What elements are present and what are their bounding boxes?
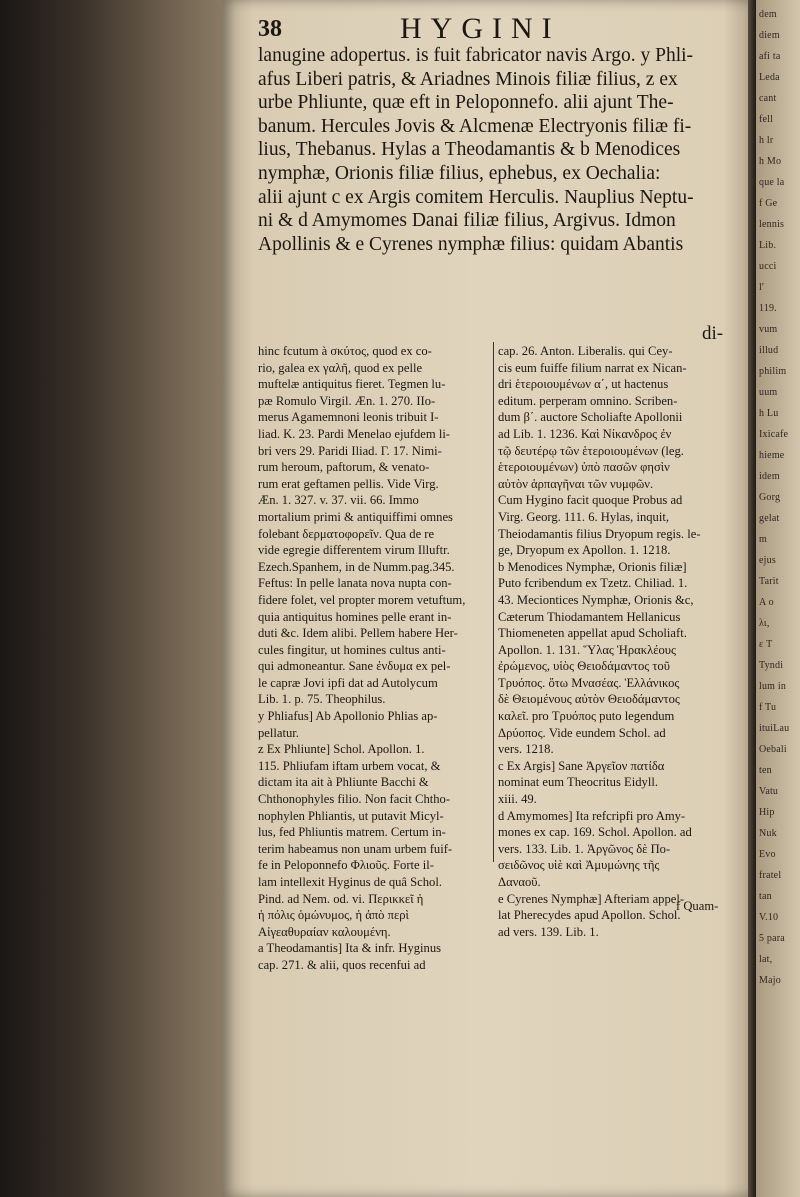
facing-page-fragment: 119. [759,303,777,314]
right-column-line: dri ἑτεροιουμένων α΄, ut hactenus [498,377,669,392]
left-column-line: qui admoneantur. Sane ἐνδυμα ex pel- [258,659,451,674]
facing-page-fragment: illud [759,345,779,356]
right-column-line: Τρυόπος. ὅτω Μνασέας. Ἑλλάνικος [498,675,680,690]
left-book-gutter [0,0,232,1197]
facing-page-fragment: V.10 [759,912,779,923]
left-column-line: cules fingitur, ut homines cultus anti- [258,642,446,657]
facing-page-fragment: ten [759,765,772,776]
right-catchword: f Quam- [676,899,719,913]
left-column-line: ἡ πόλις ὁμώνυμος, ἡ ἀπὸ περὶ [258,908,409,923]
facing-page-fragment: Hip [759,807,775,818]
facing-page-fragment: f Tu [759,702,777,713]
facing-page-fragment: Nuk [759,828,777,839]
facing-page-fragment: philim [759,366,787,377]
left-column-line: mortalium primi & antiquiffimi omnes [258,509,453,524]
left-column-line: rum heroum, paftorum, & venato- [258,460,430,475]
right-column-line: δὲ Θειομένους αὐτὸν Θειοδάμαντος [498,692,680,707]
right-column-line: e Cyrenes Nymphæ] Afteriam appel- [498,891,685,906]
right-column-line: editum. perperam omnino. Scriben- [498,393,678,408]
facing-page-fragment: gelat [759,513,780,524]
right-column-line: Theiodamantis filius Dryopum regis. le- [498,526,701,541]
left-column-line: y Phliafus] Ab Apollonio Phlias ap- [258,709,438,724]
main-text-line: nymphæ, Orionis filiæ filius, ephebus, ex Oechalia: [258,162,661,184]
left-column-line: Lib. 1. p. 75. Theophilus. [258,692,386,707]
right-column-line: Virg. Georg. 111. 6. Hylas, inquit, [498,509,669,524]
left-column-line: Αἰγεαθυραίαν καλουμένη. [258,924,391,939]
left-column-line: Æn. 1. 327. v. 37. vii. 66. Immo [258,493,419,508]
left-column-line: liad. K. 23. Pardi Menelao ejufdem li- [258,426,451,441]
facing-page-fragment: h lr [759,135,774,146]
main-text-block [258,44,750,256]
main-text-line: banum. Hercules Jovis & Alcmenæ Electryonis filiæ fi- [258,115,692,137]
left-column-line: cap. 271. & alii, quos recenfui ad [258,957,426,972]
right-column-line: ad vers. 139. Lib. 1. [498,924,599,939]
facing-page-fragment: ituiLau [759,723,790,734]
left-column-line: lus, fed Phliuntis matrem. Certum in- [258,825,446,840]
facing-page-fragment: h Lu [759,408,779,419]
right-column-line: Apollon. 1. 131. Ὕλας Ἡρακλέους [498,642,677,657]
page-number: 38 [258,16,282,42]
main-text-line: ni & d Amymomes Danai filiæ filius, Argivus. Idmon [258,210,676,232]
facing-page-fragment: fell [759,114,774,125]
left-column-line: fidere folet, vel propter morem vetuftum, [258,592,466,607]
right-column-line: τῷ δευτέρῳ τῶν ἑτεροιουμένων (leg. [498,443,684,458]
facing-page-fragment: l' [759,282,764,293]
facing-page-fragment: 5 para [759,933,785,944]
facing-page-fragment: fratel [759,870,782,881]
facing-page-fragment: uum [759,387,778,398]
left-commentary-column [258,343,490,974]
left-column-line: pæ Romulo Virgil. Æn. 1. 270. IIo- [258,393,436,408]
facing-page-fragment: diem [759,30,780,41]
left-column-line: hinc fcutum à σκύτος, quod ex co- [258,344,432,358]
facing-page-fragment: ejus [759,555,776,566]
left-column-line: 115. Phliufam iftam urbem vocat, & [258,758,441,773]
facing-page-fragments [756,4,789,991]
facing-page-fragment: lennis [759,219,785,230]
right-column-line: ad Lib. 1. 1236. Καὶ Νίκανδρος ἐν [498,426,672,441]
left-column-line: vide egregie differentem virum Illuftr. [258,543,450,558]
facing-page-fragment: lat, [759,954,773,965]
right-column-line: d Amymomes] Ita refcripfi pro Amy- [498,808,686,823]
left-column-line: bri vers 29. Paridi Iliad. Γ. 17. Nimi- [258,443,442,458]
page-header [258,12,728,48]
facing-page-fragment: Evo [759,849,776,860]
facing-page-fragment: tan [759,891,772,902]
left-column-line: a Theodamantis] Ita & infr. Hyginus [258,941,442,956]
right-column-line: cap. 26. Anton. Liberalis. qui Cey- [498,344,673,358]
facing-page-fragment: Majo [759,975,781,986]
right-column-line: vers. 1218. [498,742,554,757]
right-column-line: Cæterum Thiodamantem Hellanicus [498,609,681,624]
facing-page-fragment: hieme [759,450,785,461]
left-column-line: rum erat geftamen pellis. Vide Virg. [258,476,439,491]
facing-page-fragment: Lib. [759,240,777,251]
facing-page-fragment: ε T [759,639,773,650]
right-column-line: lat Pherecydes apud Apollon. Schol. [498,908,681,923]
left-column-line: rio, galea ex γαλῆ, quod ex pelle [258,360,423,375]
right-column-line: σειδῶνος υἱὲ καὶ Ἀμυμώνης τῆς [498,858,660,873]
left-column-line: Chthonophyles filio. Non facit Chtho- [258,792,451,807]
facing-page-fragment: ucci [759,261,777,272]
left-column-line: folebant δερματοφορεῖν. Qua de re [258,526,435,541]
right-column-line: nominat eum Theocritus Eidyll. [498,775,658,790]
left-column-line: le capræ Jovi ipfi dat ad Autolycum [258,675,438,690]
left-column-line: muftelæ antiquitus fieret. Tegmen lu- [258,377,446,392]
right-column-line: dum β΄. auctore Scholiafte Apollonii [498,410,683,425]
facing-page-fragment: Tarit [759,576,779,587]
right-column-line: Thiomeneten appellat apud Scholiaft. [498,626,687,641]
facing-page-fragment: A o [759,597,774,608]
right-column-line: αὐτὸν ἁρπαγῆναι τῶν νυμφῶν. [498,476,654,491]
right-column-line: xiii. 49. [498,792,537,807]
facing-page-fragment: h Mo [759,156,782,167]
main-text-line: urbe Phliunte, quæ eft in Peloponnefo. alii ajunt The- [258,92,674,114]
left-column-line: merus Agamemnoni leonis tribuit I- [258,410,439,425]
left-column-line: fe in Peloponnefo Φλιοῦς. Forte il- [258,858,434,873]
right-column-line: c Ex Argis] Sane Ἀργεῖον πατίδα [498,758,665,773]
right-column-line: 43. Meciontices Nymphæ, Orionis &c, [498,592,694,607]
facing-page-fragment: que la [759,177,785,188]
facing-page-fragment: m [759,534,767,545]
facing-page-fragment: dem [759,9,777,20]
right-column-line: ge, Dryopum ex Apollon. 1. 1218. [498,543,671,558]
facing-page-fragment: Vatu [759,786,779,797]
left-column-line: terim habeamus non unam urbem fuif- [258,841,453,856]
main-text-line: afus Liberi patris, & Ariadnes Minois filiæ filius, z ex [258,68,678,90]
facing-page-fragment: idem [759,471,780,482]
column-divider [493,342,494,862]
facing-page-fragment: Gorg [759,492,781,503]
right-column-line: mones ex cap. 169. Schol. Apollon. ad [498,825,692,840]
facing-page-edge [756,0,800,1197]
right-column-line: ἑτεροιουμένων) ὑπὸ πασῶν φησὶν [498,460,670,475]
left-column-line: lam intellexit Hyginus de quâ Schol. [258,875,442,889]
facing-page-fragment: vum [759,324,778,335]
right-column-line: b Menodices Nymphæ, Orionis filiæ] [498,559,687,574]
main-text-line: lanugine adopertus. is fuit fabricator navis Argo. y Phli- [258,45,694,66]
left-column-line: dictam ita ait à Phliunte Bacchi & [258,775,429,790]
left-column-line: Pind. ad Nem. od. vi. Περικκεῖ ἡ [258,891,424,906]
left-column-line: pellatur. [258,725,299,740]
left-column-line: nophylen Phliantis, ut putavit Micyl- [258,808,444,823]
main-text-line: lius, Thebanus. Hylas a Theodamantis & b Menodices [258,139,681,161]
facing-page-fragment: Ixicafe [759,429,789,440]
main-text-line: Apollinis & e Cyrenes nymphæ filius: quidam Abantis [258,233,684,255]
main-catchword: di- [702,323,724,344]
left-column-line: z Ex Phliunte] Schol. Apollon. 1. [258,742,425,757]
right-column-line: Cum Hygino facit quoque Probus ad [498,493,683,508]
facing-page-fragment: Oebali [759,744,787,755]
right-column-line: καλεῖ. pro Τρυόπος puto legendum [498,709,675,724]
left-column-line: quia antiquitus homines pelle erant in- [258,609,452,624]
left-column-line: Ezech.Spanhem, in de Numm.pag.345. [258,559,455,574]
right-column-line: Δαναοῦ. [498,875,541,889]
right-column-line: ἐρώμενος, υἱὸς Θειοδάμαντος τοῦ [498,659,670,674]
running-head: HYGINI [400,12,561,45]
right-commentary-column [498,343,744,940]
right-column-line: Puto fcribendum ex Tzetz. Chiliad. 1. [498,576,688,591]
facing-page-fragment: λι, [759,618,770,629]
facing-page-fragment: f Ge [759,198,778,209]
facing-page-fragment: Tyndi [759,660,784,671]
facing-page-fragment: cant [759,93,777,104]
right-column-line: cis eum fuiffe filium narrat ex Nican- [498,360,687,375]
left-column-line: Feftus: In pelle lanata nova nupta con- [258,576,452,591]
main-text-line: alii ajunt c ex Argis comitem Herculis. Nauplius Neptu- [258,186,694,208]
facing-page-fragment: afi ta [759,51,781,62]
facing-page-fragment: Leda [759,72,780,83]
right-column-line: vers. 133. Lib. 1. Ἀργῶνος δὲ Πο- [498,841,671,856]
facing-page-fragment: lum in [759,681,787,692]
right-column-line: Δρύοπος. Vide eundem Schol. ad [498,725,666,740]
left-column-line: duti &c. Idem alibi. Pellem habere Her- [258,626,458,641]
